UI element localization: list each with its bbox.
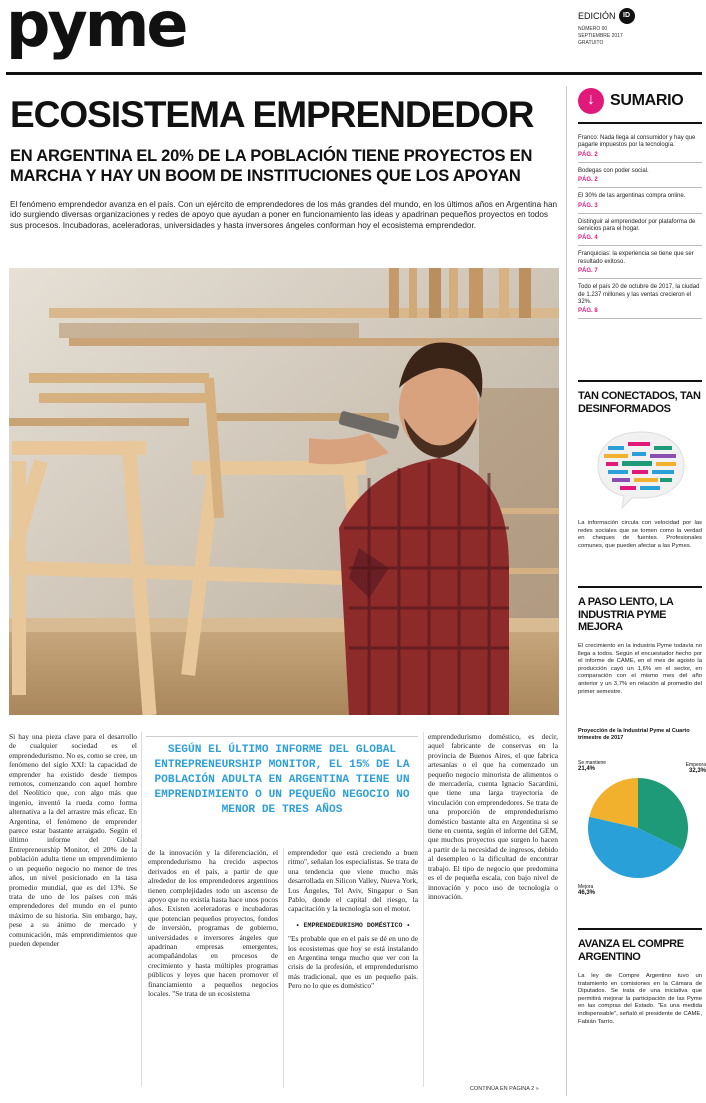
section-subhead: • EMPRENDEDURISMO DOMÉSTICO • <box>295 921 411 929</box>
sumario-list <box>578 130 702 319</box>
sumario-item-page: PÁG. 3 <box>578 202 598 209</box>
avanza-body: La ley de Compre Argentino tuvo un tratamiento en comisiones en la Cámara de Diputados. Se trata de una iniciativa que permitirá mejorar la participación de las Pyme en las compras del Estado. "Es una medida indispensable", señaló el presidente de CAME, Fabián Tarrío. <box>578 973 702 1025</box>
pie-label-empeora <box>672 762 706 774</box>
column-divider <box>141 732 142 1087</box>
sumario-item-page: PÁG. 8 <box>578 308 598 315</box>
pie-label-value: 32,3% <box>688 768 706 774</box>
column-divider <box>283 848 284 1088</box>
sumario-header <box>578 88 702 114</box>
continues-link[interactable]: CONTINÚA EN PÁGINA 2 » <box>470 1086 539 1092</box>
apaso-body: El crecimiento en la industria Pyme todavía no llega a todos. Según el encuestador hecho por el informe de CAME, en el mes de agosto la producción cayó un 1,6% en el sector, en comparación con el mismo mes del año anterior y un 3,7% en relación al promedio del primer semestre. <box>578 643 702 695</box>
arrow-down-icon: ↓ <box>578 88 604 114</box>
edition-price: GRATUITO <box>578 40 604 46</box>
edition-info <box>578 8 702 47</box>
sumario-item[interactable] <box>578 214 702 247</box>
sidebar-separator <box>578 586 702 588</box>
pie-label-se-mantiene <box>578 760 628 772</box>
article-subhead: EN ARGENTINA EL 20% DE LA POBLACIÓN TIENE PROYECTOS EN MARCHA Y HAY UN BOOM DE INSTITUCIONES QUE LOS APOYAN <box>10 147 533 185</box>
pull-quote: SEGÚN EL ÚLTIMO INFORME DEL GLOBAL ENTREPRENEURSHIP MONITOR, EL 15% DE LA POBLACIÓN ADULTA EN ARGENTINA TIENE UN EMPRENDIMIENTO O UN PEQUEÑO NEGOCIO NO MENOR DE TRES AÑOS <box>146 736 418 818</box>
sumario-item[interactable] <box>578 163 702 188</box>
article-column-3-text-b: "Es probable que en el país se dé en uno de los ecosistemas que hoy se está instalando en Argentina tenga mucho que ver con la crisis de la profesión, el emprendedurismo más tradicional, que es un pequeño país. Pero no lo que es doméstico" <box>288 934 418 991</box>
carpenter-photo-illustration <box>9 268 559 715</box>
sumario-item-text: Distinguir al emprendedor por plataforma de servicios para el hogar. <box>578 218 696 233</box>
sidebar-separator <box>578 380 702 382</box>
article-column-4: emprendedurismo doméstico, es decir, aquel fabricante de conservas en la provincia de Buenos Aires, el que fabrica artesanías o el que ha comenzado un pequeño negocio minorista de alimentos o de mercadería, cuenta Ignacio Sacardini, que tiene una larga trayectoria de vinculación con emprendedores. Se trata de una proporción de emprendedurismo doméstico bastante alta en Argentina si se tiene en cuenta, según el informe del GEM, que muchos proyectos que surgen lo hacen a partir de la necesidad de ingresos, debido al desempleo o la dificultad de encontrar trabajo. El tipo de negocio que predomina es el de pequeña escala, con bajo nivel de innovación y poco uso de tecnología o innovación. <box>428 732 558 901</box>
pie-label-value: 21,4% <box>578 766 596 772</box>
sidebar-separator <box>578 928 702 930</box>
sumario-item[interactable] <box>578 279 702 319</box>
tan-conectados-headline[interactable]: TAN CONECTADOS, TAN DESINFORMADOS <box>578 390 701 415</box>
sumario-title: SUMARIO <box>610 92 684 109</box>
brand-mark-icon: ID <box>619 8 635 24</box>
sumario-item[interactable] <box>578 188 702 213</box>
edition-date: SEPTIEMBRE 2017 <box>578 33 623 39</box>
pie-label-text: Mejora <box>578 884 594 890</box>
article-column-3 <box>288 848 418 991</box>
masthead-logo[interactable]: pyme <box>6 0 186 61</box>
pie-label-mejora <box>578 884 628 896</box>
article-headline: ECOSISTEMA EMPRENDEDOR <box>10 94 534 135</box>
pie-label-text: Empeora <box>685 762 706 768</box>
edition-brand-label: EDICIÓN <box>578 11 616 21</box>
sumario-item-page: PÁG. 2 <box>578 177 598 184</box>
article-intro: El fenómeno emprendedor avanza en el país. Con un ejército de emprendedores de los más grandes del mundo, en los últimos años en Argentina han ido surgiendo diversas organizaciones y redes de apoyo que ayudan a poner en funcionamiento las ideas y apadrinan pequeños proyectos en todos sus procesos. Incubadoras, aceleradoras, universidades y hasta inversores ángeles conforman hoy el ecosistema emprendedor. <box>10 200 558 230</box>
sumario-item-page: PÁG. 2 <box>578 151 598 158</box>
masthead-rule <box>6 72 702 75</box>
article-photo <box>9 268 559 715</box>
sumario-rule <box>578 122 702 124</box>
sumario-item[interactable] <box>578 130 702 163</box>
sumario-item[interactable] <box>578 246 702 279</box>
sumario-item-page: PÁG. 4 <box>578 235 598 242</box>
article-column-1: Si hay una pieza clave para el desarrollo de cualquier sociedad es el emprendedurismo. No es, como se cree, un fenómeno del siglo XXI: la capacidad de emprender ha existido desde tiempos remotos, comenzando con aquel hombre del Neolítico que, con algo más que ingenio, inventó la rueda como forma alternativa a la del arrastre más eficaz. En Argentina, el fenómeno de emprender parece estar bastante arraigado. Según el último informe del Global Entrepreneurship Monitor, el 20% de la población adulta tiene un emprendimiento o un pequeño negocio no menor de tres años, un nivel posicionado en la tasa promedio mundial, que es del 13%. Se trata de uno de los países con más emprendedores del mundo en el punto máximo de su historia. Sin embargo, hay, pese a su ánimo de mercado y comunicación, más emprendimientos que pueden depender <box>9 732 137 948</box>
sumario-item-text: Franquicias: la experiencia se tiene que ser resultado exitoso. <box>578 251 694 265</box>
sumario-item-text: Franco: Nada llega al consumidor y hay que pagarle impuestos por la tecnología. <box>578 135 696 149</box>
column-divider <box>423 732 424 1087</box>
pie-label-text: Se mantiene <box>578 760 607 766</box>
avanza-headline[interactable]: AVANZA EL COMPRE ARGENTINO <box>578 938 684 963</box>
tan-conectados-body: La información circula con velocidad por las redes sociales que se tomen como la verdad en cheques de fuentes. Profesionales comunes, que pueden afectar a las Pymes. <box>578 520 702 549</box>
pie-chart <box>586 776 690 880</box>
edition-meta <box>578 26 702 47</box>
edition-number: NÚMERO 00 <box>578 26 608 32</box>
sumario-item-text: El 30% de las argentinas compra online. <box>578 193 686 200</box>
article-column-3-text: emprendedor que está creciendo a buen ritmo", señalan los especialistas. Se trata de una tendencia que viene mucho más desarrollada en Silicon Valley, Nueva York, Los Ángeles, Tel Aviv, Singapur o San Pablo, donde el capital del riesgo, la capacitación y la tecnología son el motor. <box>288 848 418 914</box>
pie-label-value: 46,3% <box>578 890 596 896</box>
edition-brand <box>578 8 702 24</box>
sidebar-divider <box>566 86 567 1096</box>
sumario-item-text: Bodegas con poder social. <box>578 167 649 174</box>
sumario-item-text: Todo el país 20 de octubre de 2017, la ciudad de 1.237 millones y las ventas crecieron el 32%. <box>578 284 700 306</box>
apaso-headline[interactable]: A PASO LENTO, LA INDUSTRIA PYME MEJORA <box>578 596 674 633</box>
pie-chart-title: Proyección de la Industrial Pyme al Cuarto trimestre de 2017 <box>578 728 690 741</box>
article-column-2: de la innovación y la diferenciación, el emprendedurismo ha crecido aspectos derivados en el país, a partir de que alrededor de los emprendedores argentinos tienen complejidades todo un ascenso de apoyo que no existía hasta hace unos pocos años. Existen aceleradoras e incubadoras que potencian pequeños proyectos, fondos de inversión, programas de gobierno, universidades e inversores ángeles que apadrinan empresas emergentes, acompañándolas en procesos de crecimiento y hasta múltiples programas públicos y leyes que hacen promover el financiamiento a pequeños negocios locales. "Se trata de un ecosistema <box>148 848 278 999</box>
word-cloud-bubble-icon <box>594 428 688 512</box>
sumario-item-page: PÁG. 7 <box>578 268 598 275</box>
